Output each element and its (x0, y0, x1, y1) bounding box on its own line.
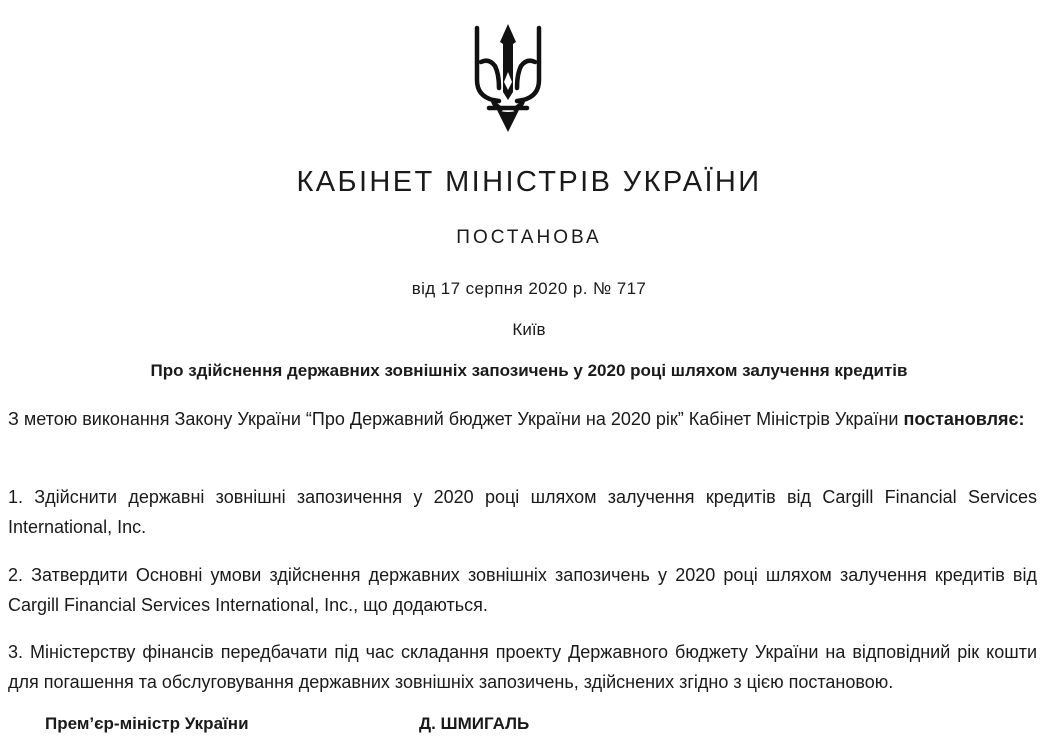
preamble-decree: постановляє: (903, 409, 1025, 429)
coat-of-arms-trident-icon (471, 22, 545, 134)
signatory-name: Д. ШМИГАЛЬ (419, 714, 530, 733)
document-type: ПОСТАНОВА (456, 227, 602, 248)
document-city: Київ (512, 320, 546, 339)
decree-item-3: 3. Міністерству фінансів передбачати під час складання проекту Державного бюджету України на відповідний рік кошти для погашення та обслуговування державних зовнішніх запозичень, здійснених згідно з цією постановою. (8, 642, 1037, 692)
decree-item-1: 1. Здійснити державні зовнішні запозичення у 2020 році шляхом залучення кредитів від Cargill Financial Services International, Inc. (8, 487, 1037, 537)
signatory-role: Прем’єр-міністр України (45, 714, 249, 733)
document-date-number: від 17 серпня 2020 р. № 717 (411, 279, 647, 298)
decree-item-2: 2. Затвердити Основні умови здійснення державних зовнішніх запозичень у 2020 році шляхом залучення кредитів від Cargill Financial Services International, Inc., що додаються. (8, 565, 1037, 615)
preamble-text: З метою виконання Закону України “Про Державний бюджет України на 2020 рік” Кабінет Міністрів України (8, 409, 904, 429)
document-subject: Про здійснення державних зовнішніх запозичень у 2020 році шляхом залучення кредитів (150, 361, 908, 380)
organization-title: КАБІНЕТ МІНІСТРІВ УКРАЇНИ (296, 166, 762, 198)
preamble-paragraph (8, 404, 1037, 434)
